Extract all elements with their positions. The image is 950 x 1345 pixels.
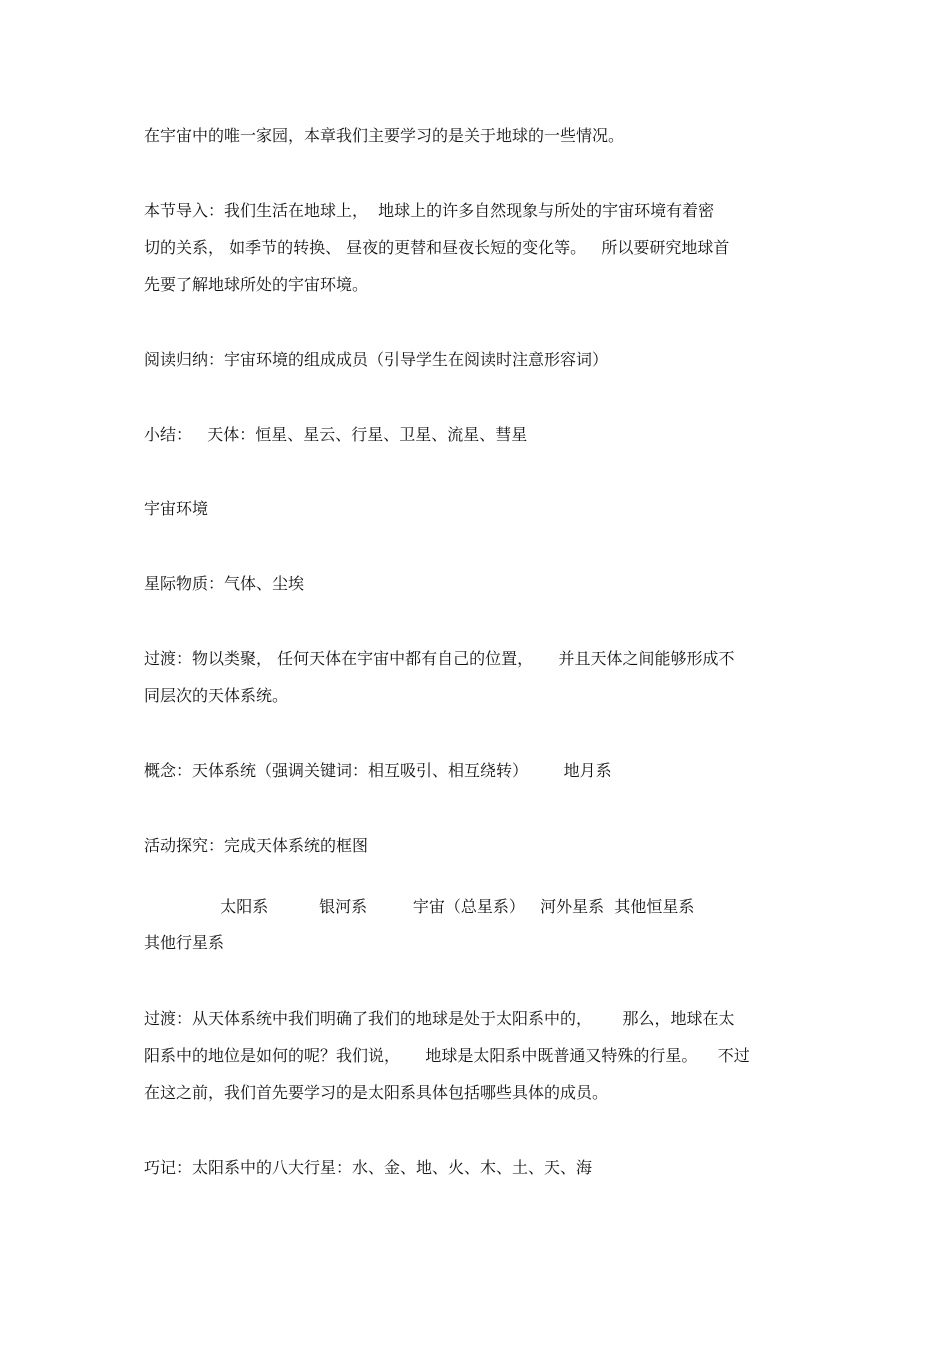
text-line-lead-in-2: 切的关系， 如季节的转换、 昼夜的更替和昼夜长短的变化等。 所以要研究地球首	[144, 238, 730, 257]
text-line-intro: 在宇宙中的唯一家园，本章我们主要学习的是关于地球的一些情况。	[144, 126, 625, 145]
text-line-lead-in-3: 先要了解地球所处的宇宙环境。	[144, 275, 369, 294]
text-line-transition-2b: 阳系中的地位是如何的呢？我们说， 地球是太阳系中既普通又特殊的行星。 不过	[144, 1046, 750, 1065]
text-line-lead-in-1: 本节导入：我们生活在地球上， 地球上的许多自然现象与所处的宇宙环境有着密	[144, 201, 715, 220]
text-line-interstellar: 星际物质：气体、尘埃	[144, 574, 305, 593]
text-line-summary-celestial: 小结： 天体：恒星、星云、行星、卫星、流星、彗星	[144, 425, 528, 444]
text-line-diagram-labels: 太阳系 银河系 宇宙（总星系） 河外星系 其他恒星系	[144, 897, 695, 916]
text-line-activity: 活动探究：完成天体系统的框图	[144, 836, 369, 855]
text-line-mnemonic: 巧记：太阳系中的八大行星：水、金、地、火、木、土、天、海	[144, 1158, 593, 1177]
text-line-reading: 阅读归纳：宇宙环境的组成成员（引导学生在阅读时注意形容词）	[144, 350, 609, 369]
text-line-other-planetary: 其他行星系	[144, 933, 225, 952]
text-line-transition-2a: 过渡：从天体系统中我们明确了我们的地球是处于太阳系中的， 那么，地球在太	[144, 1009, 735, 1028]
text-line-transition-2c: 在这之前，我们首先要学习的是太阳系具体包括哪些具体的成员。	[144, 1083, 609, 1102]
text-line-concept: 概念：天体系统（强调关键词：相互吸引、相互绕转） 地月系	[144, 761, 612, 780]
text-line-transition-1b: 同层次的天体系统。	[144, 686, 289, 705]
text-line-cosmic-environment: 宇宙环境	[144, 499, 209, 518]
text-line-transition-1a: 过渡：物以类聚， 任何天体在宇宙中都有自己的位置， 并且天体之间能够形成不	[144, 649, 735, 668]
